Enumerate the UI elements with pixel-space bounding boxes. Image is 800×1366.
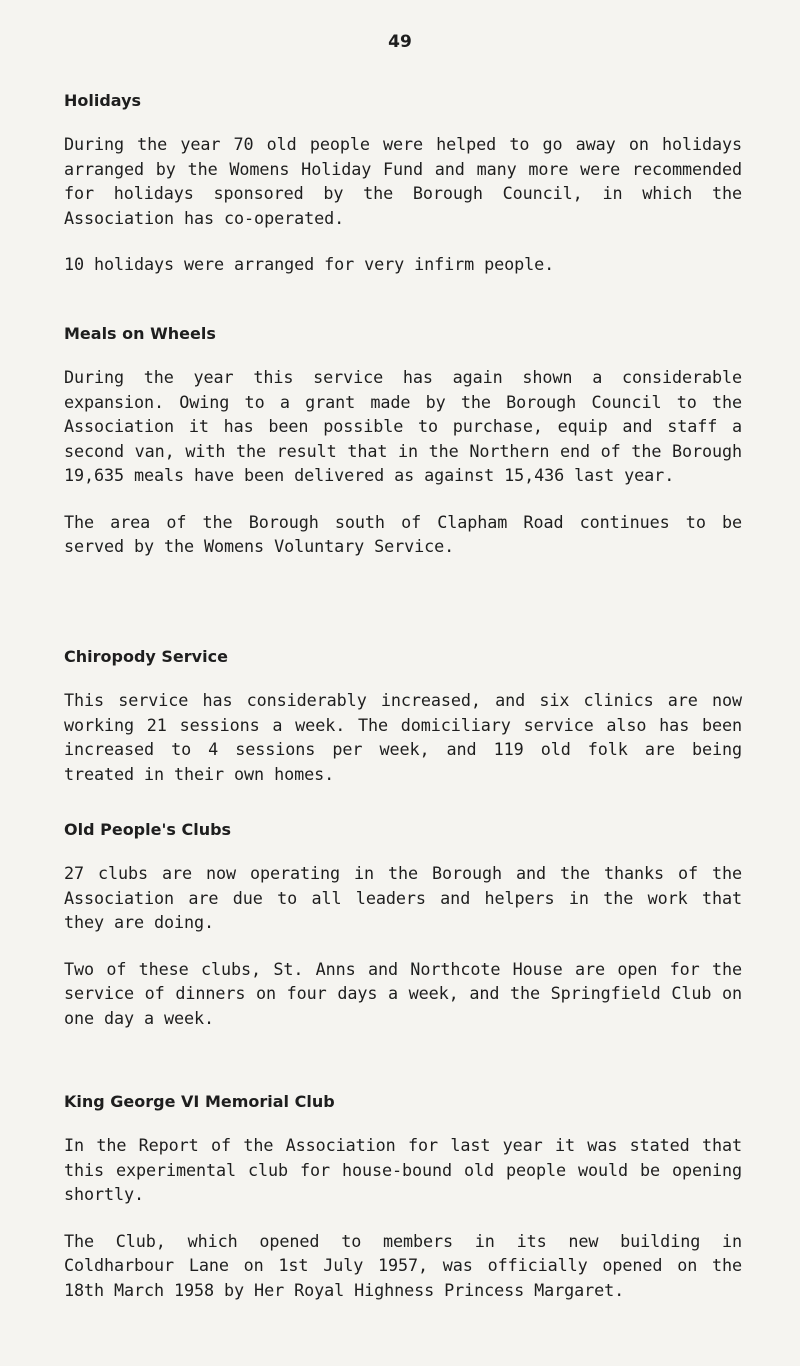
paragraph: 10 holidays were arranged for very infirm people. bbox=[64, 254, 555, 274]
paragraph: 27 clubs are now operating in the Borough and the thanks of the Association are due to all leaders and helpers in the work that they are doing. bbox=[64, 863, 742, 932]
section-heading: Chiropody Service bbox=[64, 647, 228, 666]
section-heading: King George VI Memorial Club bbox=[64, 1092, 335, 1111]
section-king-george-vi-memorial-club bbox=[64, 1091, 742, 1324]
paragraph: The Club, which opened to members in its new building in Coldharbour Lane on 1st July 1957, was officially opened on the 18th March 1958 by Her Royal Highness Princess Margaret. bbox=[64, 1230, 742, 1300]
page-number: 49 bbox=[388, 32, 412, 52]
section-chiropody-service bbox=[64, 646, 742, 808]
section-old-peoples-clubs bbox=[64, 819, 742, 1052]
section-heading: Holidays bbox=[64, 91, 142, 110]
section-heading: Old People's Clubs bbox=[64, 820, 232, 839]
paragraph: During the year this service has again shown a considerable expansion. Owing to a grant made by the Borough Council to the Association it has been possible to purchase, equip and staff a second van, with the result that in the Northern end of the Borough 19,635 meals have been delivered as against 15,436 last year. bbox=[64, 367, 742, 485]
paragraph: This service has considerably increased, and six clinics are now working 21 sessions a week. The domiciliary service also has been increased to 4 sessions per week, and 119 old folk are being treated in their own homes. bbox=[64, 690, 742, 784]
section-meals-on-wheels bbox=[64, 323, 742, 581]
paragraph: Two of these clubs, St. Anns and Northcote House are open for the service of dinners on four days a week, and the Springfield Club on one day a week. bbox=[64, 958, 742, 1028]
section-heading: Meals on Wheels bbox=[64, 324, 216, 343]
paragraph: During the year 70 old people were helped to go away on holidays arranged by the Womens Holiday Fund and many more were recommended for holidays sponsored by the Borough Council, in which the Association has co-operated. bbox=[64, 134, 742, 228]
paragraph: The area of the Borough south of Clapham Road continues to be served by the Womens Voluntary Service. bbox=[64, 511, 742, 556]
section-holidays bbox=[64, 90, 742, 299]
paragraph: In the Report of the Association for last year it was stated that this experimental club for house-bound old people would be opening shortly. bbox=[64, 1135, 742, 1204]
